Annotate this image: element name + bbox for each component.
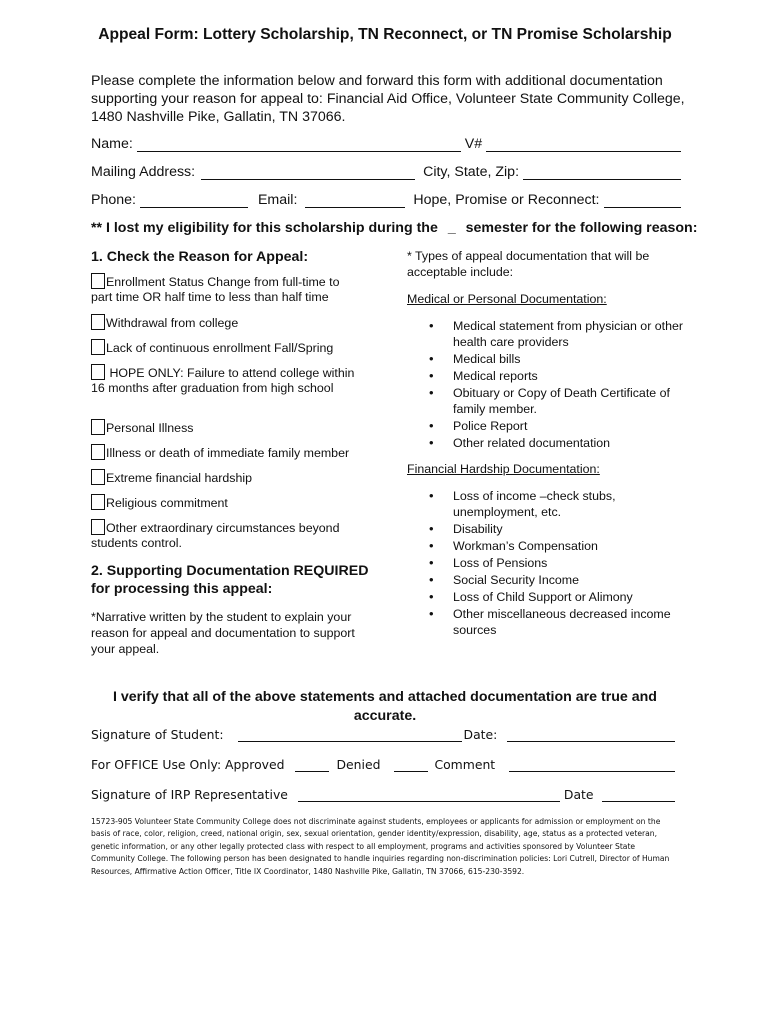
comment-field[interactable] <box>509 757 675 772</box>
phone-field[interactable] <box>140 193 248 208</box>
reason-label: Other extraordinary circumstances beyond students control. <box>91 521 340 550</box>
semester-blank[interactable]: _ <box>447 220 456 236</box>
vnum-label: V# <box>464 136 483 152</box>
mailing-label: Mailing Address: <box>91 164 196 180</box>
list-item: • Loss of Child Support or Alimony <box>407 589 687 605</box>
reason-item[interactable] <box>91 469 361 486</box>
irp-date-field[interactable] <box>602 787 675 802</box>
medical-list <box>407 318 687 452</box>
checkbox[interactable] <box>91 339 105 355</box>
program-label: Hope, Promise or Reconnect: <box>413 192 600 208</box>
reason-label: Lack of continuous enrollment Fall/Spring <box>106 341 334 355</box>
reason-item[interactable] <box>91 519 361 551</box>
irp-signature-label: Signature of IRP Representative <box>91 787 288 802</box>
checkbox[interactable] <box>91 469 105 485</box>
reason-label: Personal Illness <box>106 421 194 435</box>
section-1-heading: 1. Check the Reason for Appeal: <box>91 249 309 265</box>
email-label: Email: <box>257 192 298 208</box>
vnum-field[interactable] <box>486 137 681 152</box>
irp-signature-field[interactable] <box>298 787 560 802</box>
list-item: • Social Security Income <box>407 572 687 588</box>
reason-label: Enrollment Status Change from full-time to part time OR half time to less than half time <box>91 275 340 304</box>
approved-field[interactable] <box>295 757 329 772</box>
reason-item[interactable] <box>91 419 361 436</box>
checkbox[interactable] <box>91 519 105 535</box>
reason-label: Illness or death of immediate family member <box>106 446 350 460</box>
program-field[interactable] <box>604 193 682 208</box>
checkbox[interactable] <box>91 444 105 460</box>
student-signature-row <box>91 727 675 742</box>
checkbox[interactable] <box>91 273 105 289</box>
types-intro: * Types of appeal documentation that will be acceptable include: <box>407 249 650 279</box>
page-title: Appeal Form: Lottery Scholarship, TN Reconnect, or TN Promise Scholarship <box>98 26 672 43</box>
checkbox[interactable] <box>91 494 105 510</box>
phone-row <box>91 192 681 208</box>
list-item: • Loss of Pensions <box>407 555 687 571</box>
mailing-row <box>91 164 681 180</box>
phone-label: Phone: <box>91 192 136 208</box>
list-item: • Medical reports <box>407 368 687 384</box>
section-2-heading: 2. Supporting Documentation REQUIRED for processing this appeal: <box>91 563 369 597</box>
reason-item[interactable] <box>91 364 361 396</box>
list-item: • Medical bills <box>407 351 687 367</box>
date-label: Date: <box>463 727 498 742</box>
name-label: Name: <box>91 136 133 152</box>
list-item: • Loss of income –check stubs, unemployment, etc. <box>407 488 687 520</box>
reason-label: HOPE ONLY: Failure to attend college within 16 months after graduation from high school <box>91 366 355 395</box>
reason-item[interactable] <box>91 273 361 305</box>
reason-label: Extreme financial hardship <box>106 471 253 485</box>
student-signature-field[interactable] <box>238 727 462 742</box>
reason-item[interactable] <box>91 494 361 511</box>
reason-item[interactable] <box>91 314 361 331</box>
financial-heading: Financial Hardship Documentation: <box>407 462 600 476</box>
list-item: • Obituary or Copy of Death Certificate of family member. <box>407 385 687 417</box>
narrative-note: *Narrative written by the student to explain your reason for appeal and documentation to support your appeal. <box>91 610 355 656</box>
city-field[interactable] <box>523 165 681 180</box>
student-signature-label: Signature of Student: <box>91 727 224 742</box>
checkbox[interactable] <box>91 364 105 380</box>
verify-statement <box>0 688 770 726</box>
reason-item[interactable] <box>91 444 361 461</box>
mailing-field[interactable] <box>201 165 415 180</box>
reason-label: Withdrawal from college <box>106 316 239 330</box>
denied-field[interactable] <box>394 757 428 772</box>
irp-row <box>91 787 675 802</box>
date-field[interactable] <box>507 727 675 742</box>
list-item: • Disability <box>407 521 687 537</box>
reason-label: Religious commitment <box>106 496 228 510</box>
email-field[interactable] <box>305 193 405 208</box>
list-item: • Workman’s Compensation <box>407 538 687 554</box>
eligibility-statement <box>91 220 697 236</box>
denied-label: Denied <box>336 757 381 772</box>
list-item: • Police Report <box>407 418 687 434</box>
list-item: • Other miscellaneous decreased income sources <box>407 606 687 638</box>
name-row <box>91 136 681 152</box>
non-discrimination-footer: 15723-905 Volunteer State Community College does not discriminate against students, employees or applicants for admission or employment on the basis of race, color, religion, creed, national origin, sex, sexual orientation, gender identity/expression, disability, age, status as a protected veteran, genetic information, or any other legally protected class with respect to all employment, programs and activities sponsored by Volunteer State Community College. The following person has been designated to handle inquiries regarding non-discrimination policies: Lori Cutrell, Director of Human Resources, Affirmative Action Officer, Title IX Coordinator, 1480 Nashville Pike, Gallatin, TN 37066, 615-230-3592. <box>91 817 670 876</box>
list-item: • Medical statement from physician or other health care providers <box>407 318 687 350</box>
comment-label: Comment <box>434 757 496 772</box>
approved-label: For OFFICE Use Only: Approved <box>91 757 285 772</box>
medical-heading: Medical or Personal Documentation: <box>407 292 607 306</box>
eligibility-text-end: semester for the following reason: <box>465 220 698 236</box>
name-field[interactable] <box>137 137 461 152</box>
eligibility-text: ** I lost my eligibility for this scholarship during the <box>91 220 438 236</box>
checkbox[interactable] <box>91 419 105 435</box>
reason-item[interactable] <box>91 339 361 356</box>
intro-text: Please complete the information below and forward this form with additional documentation supporting your reason for appeal to: Financial Aid Office, Volunteer State Community College, 1480 Nashville Pike, Gallatin, TN 37066. <box>91 73 685 125</box>
financial-list <box>407 488 687 639</box>
city-label: City, State, Zip: <box>423 164 520 180</box>
office-row <box>91 757 675 772</box>
list-item: • Other related documentation <box>407 435 687 451</box>
irp-date-label: Date <box>563 787 594 802</box>
checkbox[interactable] <box>91 314 105 330</box>
verify-text: I verify that all of the above statements and attached documentation are true and accurate. <box>113 689 657 724</box>
